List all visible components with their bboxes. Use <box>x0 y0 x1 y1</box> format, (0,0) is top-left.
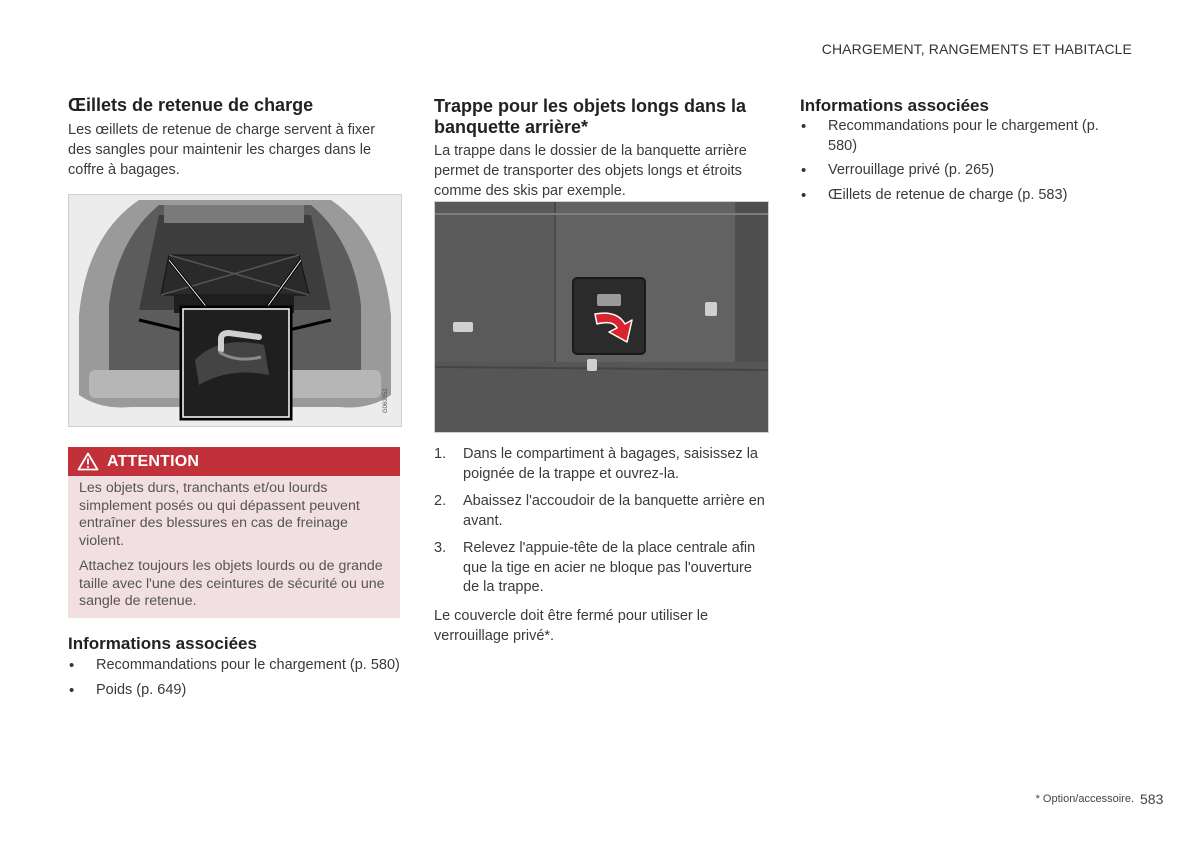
section-long-objects-hatch <box>434 96 768 201</box>
step-number: 2. <box>434 493 447 509</box>
page-number: 583 <box>1140 791 1164 807</box>
related-link[interactable]: • Verrouillage privé (p. 265) <box>800 161 1100 181</box>
step-item <box>434 492 768 531</box>
related-link[interactable]: • Recommandations pour le chargement (p. 580) <box>800 117 1100 156</box>
related-list <box>800 117 1100 205</box>
related-info-col3 <box>800 96 1100 210</box>
cargo-eyelets-figure <box>68 194 402 427</box>
related-link[interactable]: • Recommandations pour le chargement (p. 580) <box>68 656 400 676</box>
related-title: Informations associées <box>68 634 257 653</box>
section-intro: La trappe dans le dossier de la banquette arrière permet de transporter des objets longs et étroits comme des skis par exemple. <box>434 143 747 199</box>
related-list <box>68 656 400 700</box>
warning-label: ATTENTION <box>107 452 200 470</box>
footer-note: * Option/accessoire. <box>1035 793 1134 805</box>
rear-seat-illustration <box>435 202 768 432</box>
section-header: CHARGEMENT, RANGEMENTS ET HABITACLE <box>821 41 1132 57</box>
step-item <box>434 445 768 484</box>
section-title: Œillets de retenue de charge <box>68 95 314 115</box>
warning-header <box>68 447 400 476</box>
related-title: Informations associées <box>800 96 989 115</box>
step-number: 1. <box>434 446 447 462</box>
step-text: Abaissez l'accoudoir de la banquette arrière en avant. <box>463 493 765 529</box>
warning-body <box>68 476 400 618</box>
step-text: Dans le compartiment à bagages, saisissez la poignée de la trappe et ouvrez-la. <box>463 446 758 482</box>
hatch-note: Le couvercle doit être fermé pour utiliser le verrouillage privé*. <box>434 607 709 644</box>
hatch-figure <box>434 201 769 433</box>
figure-code: G063872 <box>748 395 754 420</box>
section-cargo-eyelets <box>68 95 400 180</box>
section-intro: Les œillets de retenue de charge servent à fixer des sangles pour maintenir les charges dans le coffre à bagages. <box>68 122 376 178</box>
step-item <box>434 539 768 598</box>
step-text: Relevez l'appuie-tête de la place centrale afin que la tige en acier ne bloque pas l'ouverture de la trappe. <box>463 540 756 595</box>
related-link[interactable]: • Poids (p. 649) <box>68 681 400 701</box>
step-number: 3. <box>434 540 447 556</box>
related-info-col1 <box>68 634 400 705</box>
figure-code: G063952 <box>383 388 389 413</box>
related-link[interactable]: • Œillets de retenue de charge (p. 583) <box>800 186 1100 206</box>
trunk-illustration <box>69 195 401 426</box>
steps <box>434 445 768 646</box>
warning-paragraph: Attachez toujours les objets lourds ou de grande taille avec l'une des ceintures de sécurité ou une sangle de retenue. <box>79 558 385 609</box>
warning-triangle-icon <box>75 451 101 473</box>
steps-list <box>434 445 768 598</box>
warning-paragraph: Les objets durs, tranchants et/ou lourds simplement posés ou qui dépassent peuvent entraîner des blessures en cas de freinage violent. <box>79 480 360 549</box>
section-title: Trappe pour les objets longs dans la banquette arrière* <box>434 96 747 137</box>
